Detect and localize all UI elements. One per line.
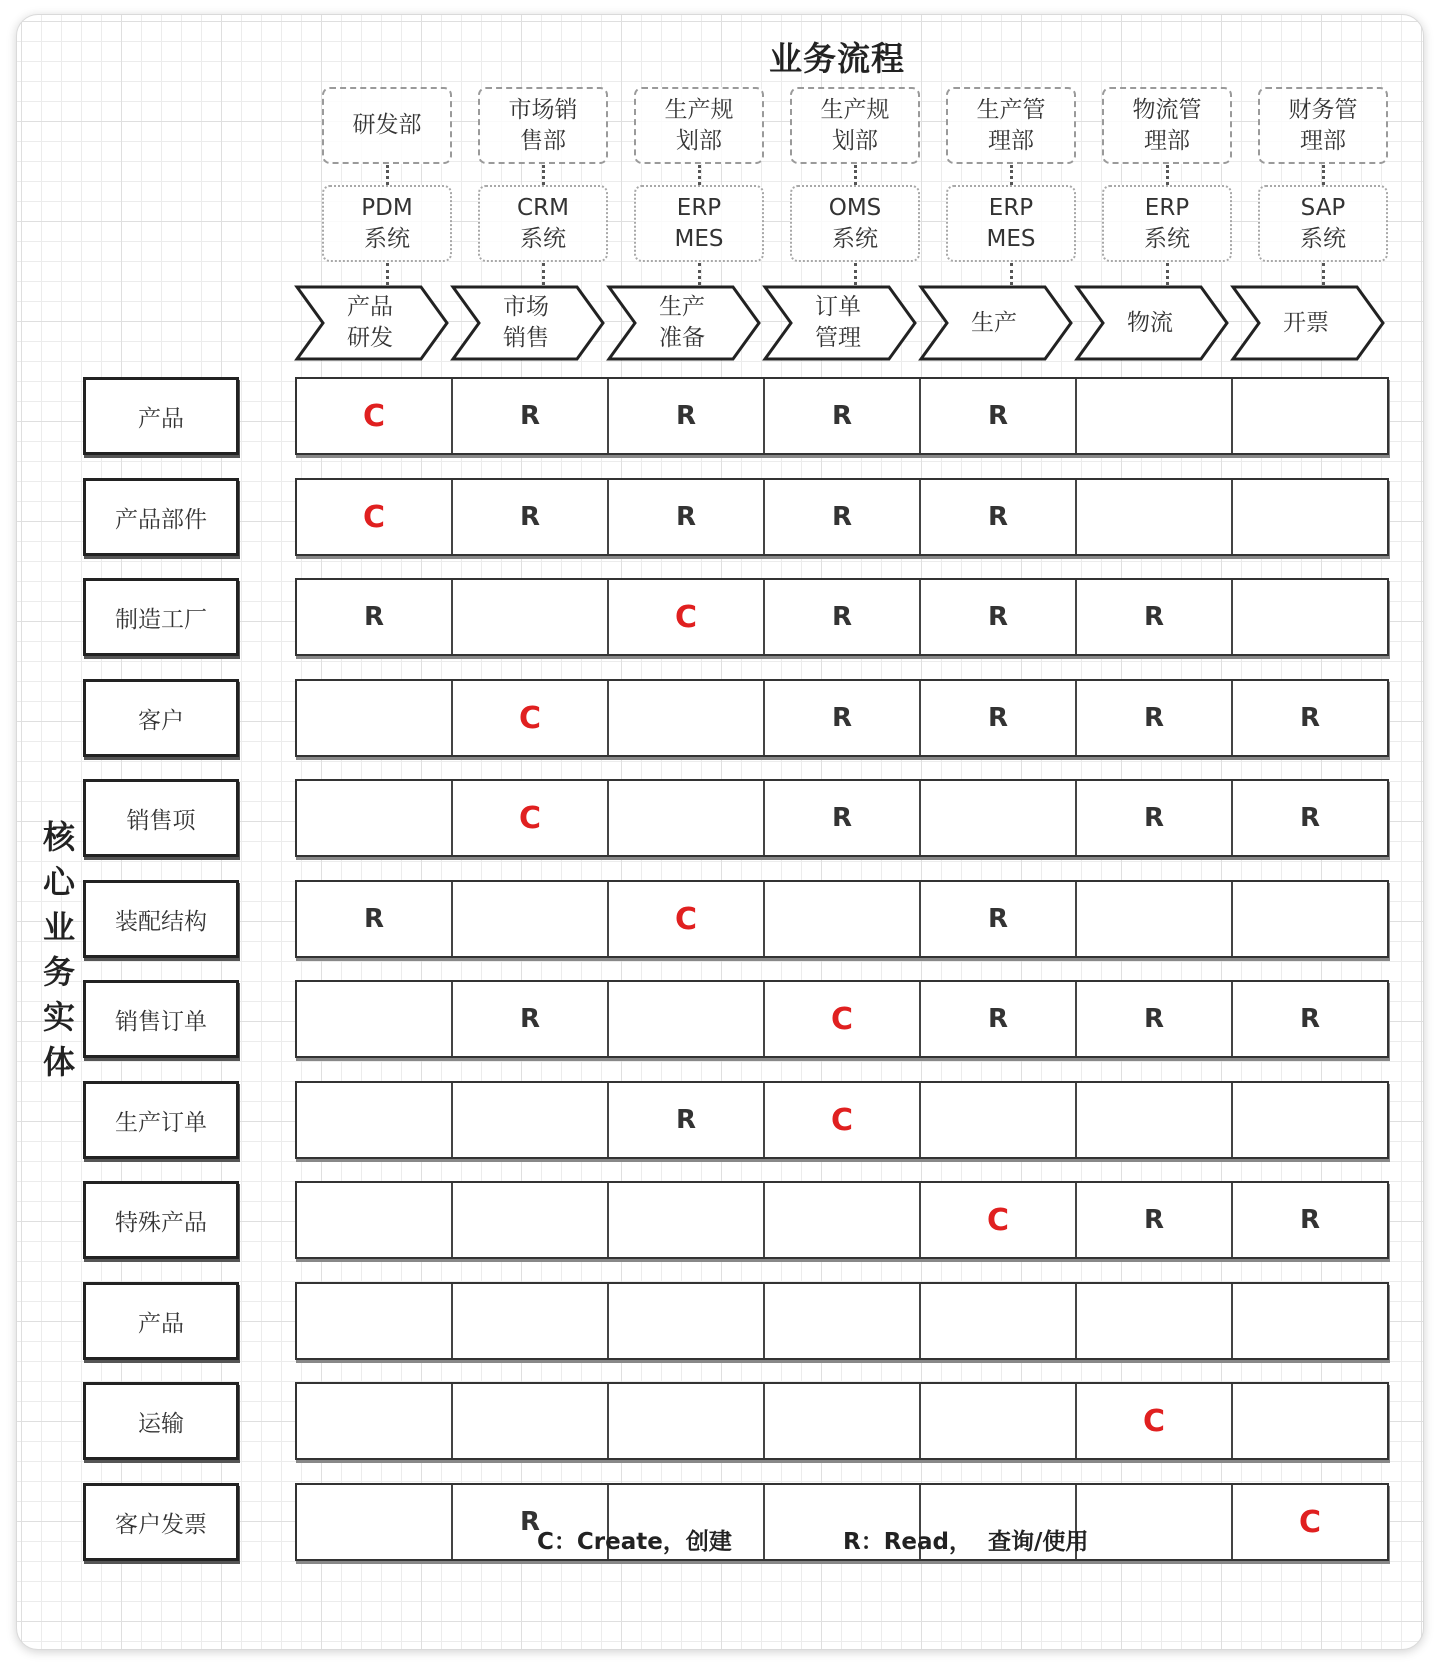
system-label: PDM 系统 xyxy=(361,194,413,252)
matrix-cell xyxy=(1233,379,1387,453)
side-label: 核心业务实体 xyxy=(42,818,75,1081)
entity-box xyxy=(83,980,239,1058)
matrix-row xyxy=(295,1181,1389,1259)
process-label: 开票 xyxy=(1283,309,1329,336)
system-label: ERP MES xyxy=(674,194,724,252)
matrix-cell xyxy=(297,1083,453,1157)
matrix-cell xyxy=(609,1384,765,1458)
matrix-cell xyxy=(609,681,765,755)
matrix-cell: R xyxy=(453,982,609,1056)
system-label: ERP MES xyxy=(986,194,1036,252)
process-label: 生产 xyxy=(971,309,1017,336)
matrix-cell: C xyxy=(921,1183,1077,1257)
matrix-cell: C xyxy=(297,480,453,554)
diagram-title: 业务流程 xyxy=(769,39,905,78)
entity-label: 客户发票 xyxy=(115,1511,207,1538)
entity-box xyxy=(83,1382,239,1460)
department-label: 物流管 理部 xyxy=(1132,96,1202,154)
matrix-cell xyxy=(1233,480,1387,554)
matrix-cell xyxy=(297,1183,453,1257)
matrix-cell: R xyxy=(609,480,765,554)
matrix-cell xyxy=(453,882,609,956)
entity-label: 运输 xyxy=(138,1410,184,1437)
matrix-cell: R xyxy=(297,882,453,956)
matrix-cell: R xyxy=(765,781,921,855)
matrix-cell: R xyxy=(765,379,921,453)
matrix-cell xyxy=(1233,1083,1387,1157)
matrix-cell xyxy=(609,982,765,1056)
matrix-cell: R xyxy=(453,379,609,453)
system-label: OMS 系统 xyxy=(828,194,882,252)
matrix-cell: R xyxy=(1077,1183,1233,1257)
department-label: 财务管 理部 xyxy=(1288,96,1358,154)
matrix-cell xyxy=(765,882,921,956)
entity-box xyxy=(83,578,239,656)
matrix-cell: C xyxy=(609,882,765,956)
matrix-cell xyxy=(297,1284,453,1358)
entity-box xyxy=(83,478,239,556)
entity-box xyxy=(83,1282,239,1360)
matrix-cell xyxy=(1077,1284,1233,1358)
entity-label: 销售项 xyxy=(126,807,196,834)
entity-box xyxy=(83,1081,239,1159)
matrix-cell: R xyxy=(1077,681,1233,755)
matrix-cell xyxy=(1233,580,1387,654)
matrix-row xyxy=(295,578,1389,656)
matrix-cell: C xyxy=(1298,1504,1322,1540)
matrix-row xyxy=(295,779,1389,857)
diagram-canvas xyxy=(16,14,1424,1650)
matrix-cell: R xyxy=(1077,982,1233,1056)
matrix-row xyxy=(295,1081,1389,1159)
matrix-cell: R xyxy=(297,580,453,654)
matrix-cell xyxy=(1077,379,1233,453)
department-label: 生产管 理部 xyxy=(976,96,1046,154)
entity-box xyxy=(83,779,239,857)
matrix-row xyxy=(295,1282,1389,1360)
matrix-cell: C xyxy=(765,982,921,1056)
matrix-cell xyxy=(921,1384,1077,1458)
entity-label: 装配结构 xyxy=(115,908,207,935)
matrix-cell: R xyxy=(765,580,921,654)
matrix-cell: R xyxy=(1299,703,1321,733)
legend-read: R：Read， 查询/使用 xyxy=(843,1529,1089,1555)
matrix-cell: R xyxy=(453,480,609,554)
entity-label: 客户 xyxy=(138,707,184,734)
matrix-cell xyxy=(453,1284,609,1358)
matrix-cell xyxy=(297,982,453,1056)
matrix-cell xyxy=(1233,1284,1387,1358)
matrix-cell xyxy=(453,1384,609,1458)
process-label: 市场 销售 xyxy=(503,294,549,351)
entity-box xyxy=(83,880,239,958)
matrix-row xyxy=(295,880,1389,958)
entity-label: 产品 xyxy=(138,405,184,432)
department-label: 市场销 售部 xyxy=(508,96,578,154)
process-label: 物流 xyxy=(1127,309,1173,336)
matrix-cell xyxy=(765,1384,921,1458)
matrix-cell xyxy=(297,781,453,855)
matrix-cell xyxy=(1077,882,1233,956)
process-label: 产品 研发 xyxy=(347,294,393,351)
matrix-cell xyxy=(609,1183,765,1257)
matrix-row xyxy=(295,679,1389,757)
matrix-cell xyxy=(765,1284,921,1358)
matrix-cell: C xyxy=(765,1083,921,1157)
matrix-cell: R xyxy=(921,379,1077,453)
matrix-cell xyxy=(1077,480,1233,554)
matrix-cell: C xyxy=(609,580,765,654)
matrix-row xyxy=(295,478,1389,556)
matrix-cell xyxy=(297,681,453,755)
entity-label: 产品 xyxy=(138,1310,184,1337)
matrix-cell: C xyxy=(297,379,453,453)
matrix-cell: R xyxy=(1299,1205,1321,1235)
system-label: SAP 系统 xyxy=(1300,194,1346,252)
matrix-cell xyxy=(453,1083,609,1157)
entity-label: 特殊产品 xyxy=(115,1209,207,1236)
entity-label: 制造工厂 xyxy=(115,606,207,633)
matrix-cell: R xyxy=(609,379,765,453)
process-label: 生产 准备 xyxy=(659,294,705,351)
matrix-cell xyxy=(1077,1083,1233,1157)
matrix-cell: R xyxy=(921,480,1077,554)
entity-box xyxy=(83,1483,239,1561)
matrix-cell xyxy=(921,781,1077,855)
matrix-cell: R xyxy=(921,681,1077,755)
matrix-row xyxy=(295,1382,1389,1460)
system-label: ERP 系统 xyxy=(1144,194,1190,252)
matrix-cell: R xyxy=(765,480,921,554)
matrix-cell xyxy=(765,1183,921,1257)
matrix-cell xyxy=(297,1384,453,1458)
process-label: 订单 管理 xyxy=(815,294,861,351)
matrix-cell xyxy=(1233,882,1387,956)
matrix-cell xyxy=(1233,1384,1387,1458)
entity-label: 产品部件 xyxy=(115,506,207,533)
department-label: 研发部 xyxy=(352,112,422,138)
matrix-cell: R xyxy=(765,681,921,755)
department-label: 生产规 划部 xyxy=(820,96,890,154)
matrix-cell xyxy=(1077,1485,1233,1559)
matrix-cell xyxy=(297,1485,453,1559)
matrix-cell xyxy=(609,781,765,855)
entity-box xyxy=(83,1181,239,1259)
entity-label: 生产订单 xyxy=(115,1109,207,1136)
matrix-cell xyxy=(609,1284,765,1358)
system-label: CRM 系统 xyxy=(517,194,569,252)
entity-box xyxy=(83,377,239,455)
matrix-row xyxy=(295,1483,1389,1561)
legend-create: C：Create，创建 xyxy=(537,1529,732,1555)
entity-box xyxy=(83,679,239,757)
matrix-cell xyxy=(453,1183,609,1257)
matrix-cell: C xyxy=(1077,1384,1233,1458)
matrix-cell: R xyxy=(453,1485,609,1559)
matrix-cell: C xyxy=(453,681,609,755)
matrix-cell: R xyxy=(921,580,1077,654)
department-label: 生产规 划部 xyxy=(664,96,734,154)
matrix-cell: R xyxy=(1077,781,1233,855)
entity-label: 销售订单 xyxy=(115,1008,207,1035)
matrix-cell xyxy=(921,1284,1077,1358)
matrix-row xyxy=(295,377,1389,455)
matrix-cell: C xyxy=(453,781,609,855)
matrix-row xyxy=(295,980,1389,1058)
matrix-cell: R xyxy=(1077,580,1233,654)
matrix-cell xyxy=(921,1083,1077,1157)
matrix-cell: R xyxy=(921,982,1077,1056)
matrix-cell: R xyxy=(1299,1004,1321,1034)
matrix-cell xyxy=(453,580,609,654)
matrix-cell: R xyxy=(609,1083,765,1157)
matrix-cell: R xyxy=(921,882,1077,956)
matrix-cell: R xyxy=(1299,803,1321,833)
